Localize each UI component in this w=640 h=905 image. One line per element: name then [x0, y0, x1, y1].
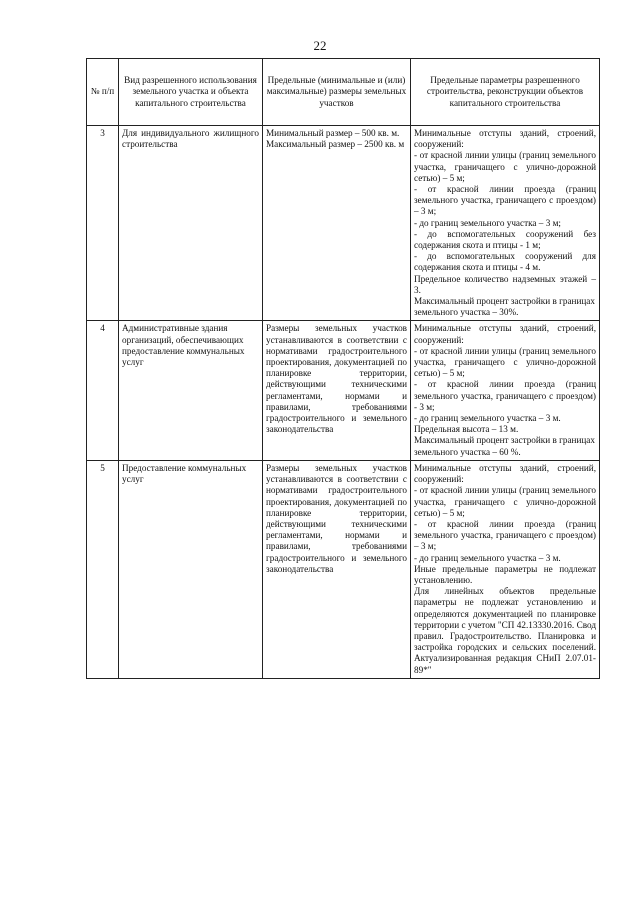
header-number: № п/п: [87, 59, 119, 126]
parameter-line: Минимальные отступы зданий, строений, сооружений:: [414, 462, 596, 485]
header-construction-parameters: Предельные параметры разрешенного строительства, реконструкции объектов капитального строительства: [411, 59, 600, 126]
parameter-line: Максимальный процент застройки в границах земельного участка – 60 %.: [414, 435, 595, 457]
parameter-line: Для линейных объектов предельные параметры не подлежат установлению и определяются документацией по планировке территории с учетом "СП 42.13330.2016. Свод правил. Градостроительство. Планировка и застройка городских и сельских поселений. Актуализированная редакция СНиП 2.07.01-89*": [414, 586, 596, 675]
parameter-line: - до вспомогательных сооружений без содержания скота и птицы - 1 м;: [414, 228, 596, 251]
header-permitted-use: Вид разрешенного использования земельного участка и объекта капитального строительства: [119, 59, 263, 126]
row-construction-parameters: [411, 126, 600, 321]
row-permitted-use: Для индивидуального жилищного строительства: [119, 126, 263, 321]
parameter-line: - до вспомогательных сооружений для содержания скота и птицы - 4 м.: [414, 251, 596, 273]
parameter-line: - от красной линии улицы (границ земельного участка, граничащего с улично-дорожной сетью) – 5 м;: [414, 345, 596, 379]
row-construction-parameters: [411, 460, 600, 678]
table-row: [87, 460, 600, 678]
table-header-row: [87, 59, 600, 126]
regulations-table: [86, 58, 600, 679]
row-number: 5: [87, 460, 119, 678]
parameter-line: Предельное количество надземных этажей – 3.: [414, 273, 596, 295]
row-plot-sizes: [263, 126, 411, 321]
row-number: 3: [87, 126, 119, 321]
parameter-line: - от красной линии проезда (границ земельного участка, граничащего с проездом) – 3 м;: [414, 184, 596, 217]
parameter-line: - до границ земельного участка – 3 м;: [414, 217, 561, 228]
row-permitted-use: Предоставление коммунальных услуг: [119, 460, 263, 678]
row-plot-sizes: Размеры земельных участков устанавливаются в соответствии с нормативами градостроительного проектирования, документацией по планировке территории, действующими техническими регламентами, нормами и правилами, требованиями градостроительного и земельного законодательства: [263, 460, 411, 678]
header-plot-sizes: Предельные (минимальные и (или) максимальные) размеры земельных участков: [263, 59, 411, 126]
row-permitted-use: Административные здания организаций, обеспечивающих предоставление коммунальных услуг: [119, 321, 263, 460]
parameter-line: - от красной линии проезда (границ земельного участка, граничащего с проездом) – 3 м;: [414, 518, 596, 552]
parameter-line: Иные предельные параметры не подлежат установлению.: [414, 563, 596, 585]
parameter-line: - от красной линии улицы (границ земельного участка, граничащего с улично-дорожной сетью) – 5 м;: [414, 485, 596, 518]
parameter-line: - до границ земельного участка – 3 м.: [414, 552, 561, 563]
parameter-line: Минимальные отступы зданий, строений, сооружений:: [414, 128, 596, 150]
parameter-line: Минимальные отступы зданий, строений, сооружений:: [414, 323, 596, 345]
table-row: [87, 126, 600, 321]
row-plot-sizes: Размеры земельных участков устанавливаются в соответствии с нормативами градостроительного проектирования, документацией по планировке территории, действующими техническими регламентами, нормами и правилами, требованиями градостроительного и земельного законодательства: [263, 321, 411, 460]
parameter-line: - до границ земельного участка – 3 м.: [414, 413, 561, 424]
table-row: [87, 321, 600, 460]
parameter-line: - от красной линии улицы (границ земельного участка, граничащего с улично-дорожной сетью) – 5 м;: [414, 150, 596, 183]
row-number: 4: [87, 321, 119, 460]
plot-size-line: Минимальный размер – 500 кв. м.: [266, 128, 400, 138]
plot-size-line: Максимальный размер – 2500 кв. м: [266, 139, 405, 150]
parameter-line: Максимальный процент застройки в границах земельного участка – 30%.: [414, 296, 595, 318]
parameter-line: - от красной линии проезда (границ земельного участка, граничащего с проездом) - 3 м;: [414, 379, 596, 412]
parameter-line: Предельная высота – 13 м.: [414, 424, 519, 435]
page-number: 22: [313, 38, 327, 53]
row-construction-parameters: [411, 321, 600, 460]
